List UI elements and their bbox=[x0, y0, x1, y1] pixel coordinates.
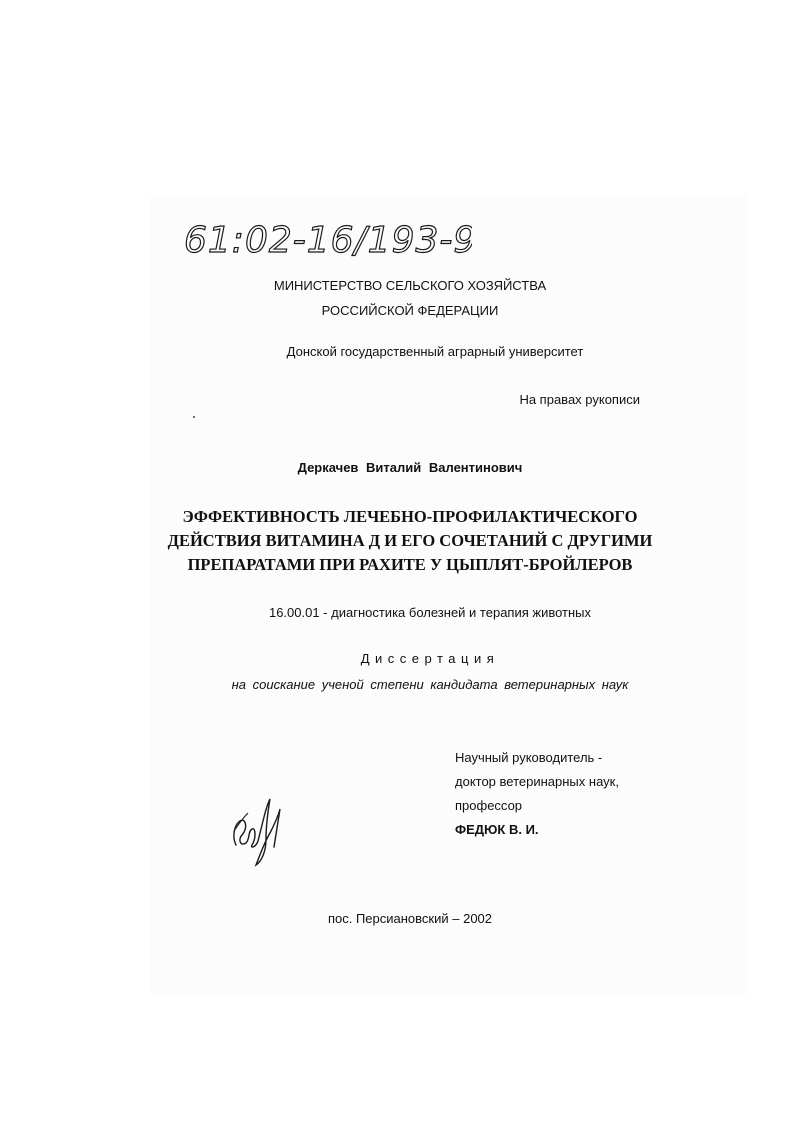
dissertation-title bbox=[150, 505, 670, 577]
specialty-code: 16.00.01 - диагностика болезней и терапия животных bbox=[268, 605, 592, 620]
supervisor-degree: доктор ветеринарных наук, bbox=[455, 774, 619, 789]
handwritten-signature bbox=[226, 795, 286, 867]
supervisor-name: ФЕДЮК В. И. bbox=[455, 822, 539, 837]
title-line-3: ПРЕПАРАТАМИ ПРИ РАХИТЕ У ЦЫПЛЯТ-БРОЙЛЕРОВ bbox=[187, 555, 633, 574]
archive-code-text: 61:02-16/193-9 bbox=[184, 220, 472, 261]
title-line-1: ЭФФЕКТИВНОСТЬ ЛЕЧЕБНО-ПРОФИЛАКТИЧЕСКОГО bbox=[182, 507, 638, 526]
scan-speck bbox=[193, 416, 195, 418]
title-line-2: ДЕЙСТВИЯ ВИТАМИНА Д И ЕГО СОЧЕТАНИЙ С ДРУГИМИ bbox=[167, 531, 653, 550]
archive-code-handwritten bbox=[182, 208, 472, 266]
supervisor-role: Научный руководитель - bbox=[455, 750, 603, 765]
degree-sought: на соискание ученой степени кандидата ветеринарных наук bbox=[231, 677, 629, 692]
supervisor-title: профессор bbox=[455, 798, 523, 813]
manuscript-note: На правах рукописи bbox=[519, 392, 640, 407]
place-and-year: пос. Персиановский – 2002 bbox=[327, 911, 493, 926]
ministry-header bbox=[200, 273, 620, 323]
university-name: Донской государственный аграрный университет bbox=[286, 344, 584, 359]
author-name: Деркачев Виталий Валентинович bbox=[297, 460, 523, 475]
ministry-line-1: МИНИСТЕРСТВО СЕЛЬСКОГО ХОЗЯЙСТВА bbox=[273, 278, 547, 293]
ministry-line-2: РОССИЙСКОЙ ФЕДЕРАЦИИ bbox=[321, 303, 499, 318]
supervisor-block bbox=[455, 746, 715, 842]
document-type: Диссертация bbox=[360, 651, 500, 666]
